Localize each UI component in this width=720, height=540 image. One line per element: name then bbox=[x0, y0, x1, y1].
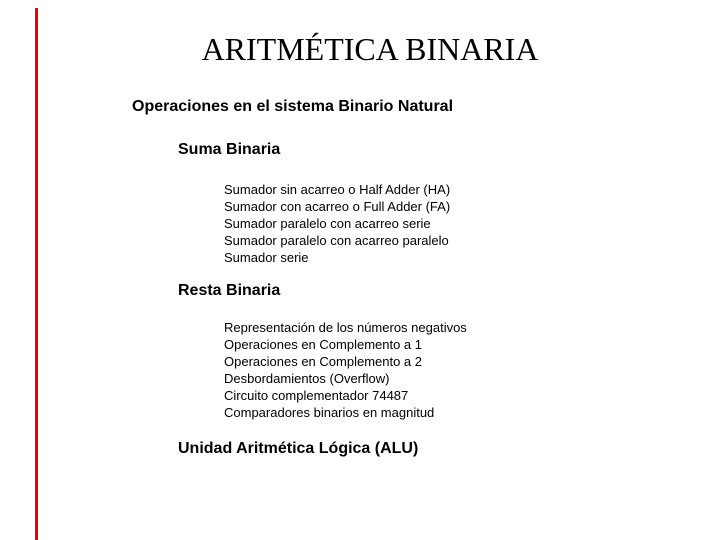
list-item: Sumador con acarreo o Full Adder (FA) bbox=[224, 199, 451, 214]
red-accent-line bbox=[35, 8, 38, 540]
section-heading-alu: Unidad Aritmética Lógica (ALU) bbox=[178, 440, 419, 457]
section-heading-suma-binaria: Suma Binaria bbox=[178, 141, 281, 158]
list-item: Comparadores binarios en magnitud bbox=[224, 405, 435, 420]
list-item: Desbordamientos (Overflow) bbox=[224, 371, 390, 386]
list-item: Circuito complementador 74487 bbox=[224, 388, 409, 403]
list-item: Representación de los números negativos bbox=[224, 320, 467, 335]
section-heading-resta-binaria: Resta Binaria bbox=[178, 282, 281, 299]
slide-title: ARITMÉTICA BINARIA bbox=[201, 31, 539, 67]
suma-binaria-list bbox=[224, 181, 450, 266]
list-item: Operaciones en Complemento a 1 bbox=[224, 337, 423, 352]
list-item: Sumador sin acarreo o Half Adder (HA) bbox=[224, 182, 451, 197]
resta-binaria-list bbox=[224, 319, 467, 421]
slide-subtitle: Operaciones en el sistema Binario Natural bbox=[132, 98, 454, 115]
list-item: Sumador serie bbox=[224, 250, 309, 265]
list-item: Operaciones en Complemento a 2 bbox=[224, 354, 423, 369]
list-item: Sumador paralelo con acarreo paralelo bbox=[224, 233, 449, 248]
list-item: Sumador paralelo con acarreo serie bbox=[224, 216, 431, 231]
